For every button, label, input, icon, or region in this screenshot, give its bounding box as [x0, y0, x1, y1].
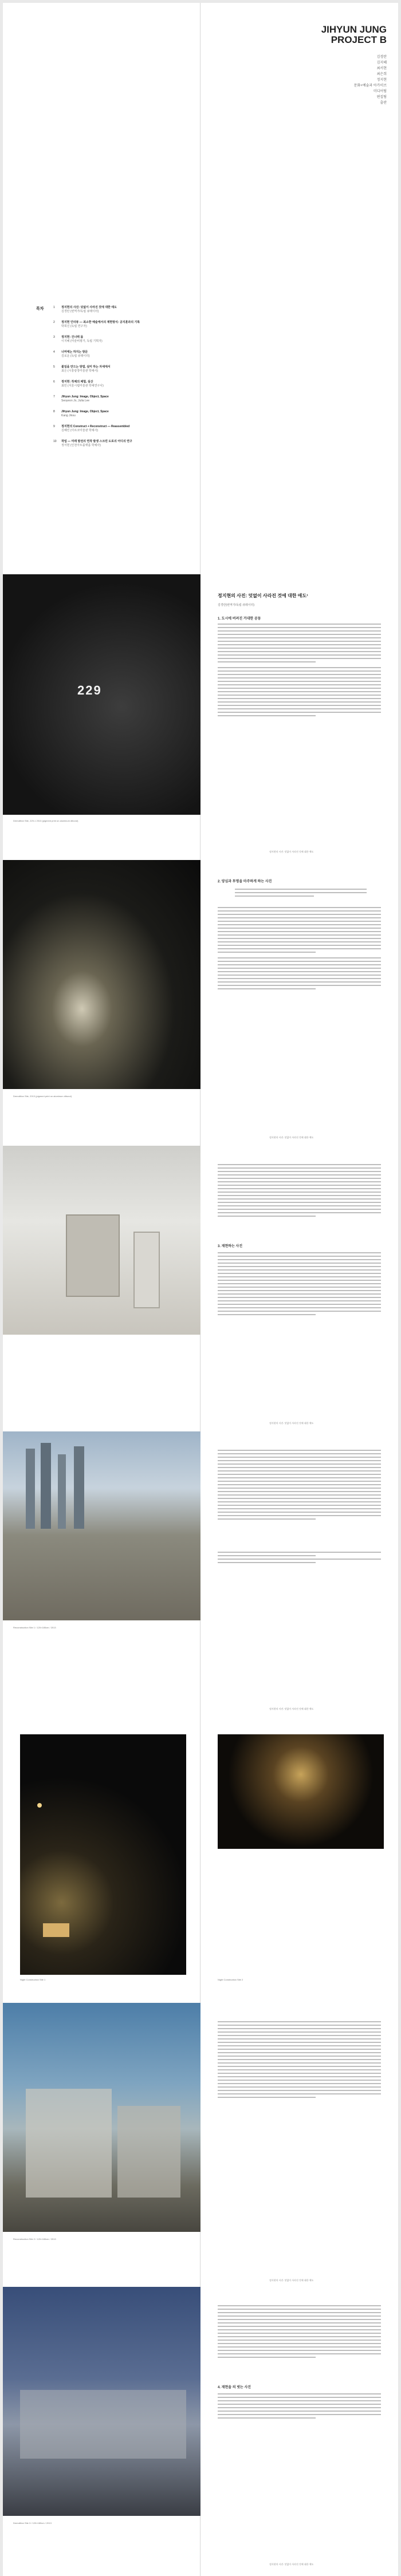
toc-item-title: 정지현: 작제의 체험, 실산	[61, 380, 93, 384]
page-footer: 정지현의 사진: 덧없이 사라진 것에 대한 애도	[269, 1136, 314, 1139]
toc-item-number: 9	[53, 425, 55, 428]
toc-item-number: 1	[53, 306, 55, 309]
toc-item-author: 박희진 (독립 연구자)	[61, 325, 87, 328]
photo-caption: Demolition Site 3 / 120×180cm / 2013	[13, 2522, 52, 2524]
essay-spread-6	[3, 2287, 398, 2576]
body-text	[218, 1450, 381, 1522]
toc-item[interactable]	[53, 350, 168, 358]
page-footer: 정지현의 사진: 덧없이 사라진 것에 대한 애도	[269, 1422, 314, 1425]
toc-item-number: 6	[53, 380, 55, 384]
toc-item[interactable]	[53, 306, 168, 314]
toc-item-title: 너머에는 하지는 방문	[61, 350, 88, 354]
essay-spread-2	[3, 860, 398, 1149]
toc-item-author: 김로운 (독립 큐레이터)	[61, 354, 90, 358]
essay-page-6	[200, 2287, 398, 2576]
toc-item-author: 김경란 (번역가/독립 큐레이터)	[61, 310, 99, 313]
toc-list	[53, 306, 168, 455]
toc-item[interactable]	[53, 365, 168, 373]
photo-caption: Night Construction Site 1	[20, 1978, 46, 1981]
essay-page-4	[200, 1431, 398, 1721]
credit-line: 미디어팀	[373, 90, 387, 93]
photo-demolition-night	[3, 860, 200, 1089]
toc-item-title: 불일을 만드는 방법, 실미 하는 자세에서	[61, 365, 111, 369]
toc-item-number: 7	[53, 395, 55, 399]
section-heading: 1. 도시에 버려진 거대한 공동	[218, 617, 261, 621]
toc-label: 목차	[36, 307, 44, 311]
toc-item-author: Seoyeon Jo, Julia Lee	[61, 399, 90, 403]
window-shape	[66, 1214, 120, 1297]
toc-item[interactable]	[53, 410, 168, 418]
toc-item-author: 김혜린 (아르코미술관 학예사)	[61, 429, 99, 432]
page-footer: 정지현의 사진: 덧없이 사라진 것에 대한 애도	[269, 2279, 314, 2282]
photo-caption: Demolition Site, 2013 (pigment print on aluminum dibond)	[13, 1095, 72, 1098]
section-heading: 3. 재현하는 사진	[218, 1245, 243, 1248]
cover-spread	[3, 3, 398, 292]
toc-item[interactable]	[53, 321, 168, 329]
toc-item[interactable]	[53, 395, 168, 403]
toc-item-title: 정지현의 Construct + Reconstruct — Reassembled	[61, 425, 130, 428]
body-text	[218, 1252, 381, 1317]
credit-line: 정지현	[376, 78, 387, 82]
photo-caption: Reconstruction Site 2 / 120×180cm / 2013	[13, 2238, 56, 2240]
toc-item-number: 4	[53, 350, 55, 354]
cover-title	[321, 25, 387, 45]
credit-line: 김경란	[376, 56, 387, 59]
toc-item[interactable]	[53, 425, 168, 433]
essay-page-3	[200, 1146, 398, 1435]
toc-item-author: 정서현 (인천아트플랫폼 학예사)	[61, 444, 101, 447]
cover-credits	[354, 54, 387, 106]
cover-title-line2: PROJECT B	[331, 34, 387, 45]
body-text	[218, 907, 381, 992]
body-text	[218, 2305, 381, 2360]
essay-opening-spread	[3, 574, 398, 863]
toc-item[interactable]	[53, 336, 168, 344]
door-shape	[133, 1232, 160, 1308]
toc-item-author: 최민 (서울시립미술관 학예연구사)	[61, 384, 104, 388]
body-text	[218, 2393, 381, 2421]
toc-item-author: Kang Jinsu	[61, 414, 76, 417]
body-text	[218, 2021, 381, 2100]
credit-line: 최서현	[376, 67, 387, 70]
cover-title-line1: JIHYUN JUNG	[321, 24, 387, 35]
essay-spread-5	[3, 2003, 398, 2292]
photo-caption: Reconstruction Site 1 / 120×180cm / 2013	[13, 1626, 56, 1629]
essay-page-5	[200, 2003, 398, 2292]
toc-item-title: 정지현의 사진: 덧없이 사라진 것에 대한 애도	[61, 306, 117, 309]
body-text	[218, 624, 381, 719]
photo-apartment-blocks	[3, 2003, 200, 2232]
photo-caption: Demolition Site, 229-1 2013 (pigment print on aluminum dibond)	[13, 819, 78, 822]
body-text	[218, 1164, 381, 1219]
toc-item[interactable]	[53, 440, 168, 448]
essay-page-2	[200, 860, 398, 1149]
toc-item-author: 최은 (시흥광장미술관 학예사)	[61, 369, 99, 373]
toc-item-author: 이지혜 (미술비평가, 독립 기획자)	[61, 340, 103, 343]
toc-item-title: Jihyun Jung: Image, Object, Space	[61, 410, 109, 413]
photo-night-construction-2	[218, 1734, 384, 1849]
photo-demolition-229	[3, 574, 200, 815]
photo-night-construction-1	[20, 1734, 186, 1975]
essay-title: 정지현의 사진: 덧없이 사라진 것에 대한 애도¹	[218, 593, 308, 598]
photo-number-text: 229	[77, 683, 102, 697]
photo-caption: Night Construction Site 2	[218, 1978, 243, 1981]
credit-line: 문화+예술과 아카이브	[353, 84, 387, 88]
toc-item-number: 5	[53, 365, 55, 369]
section-heading: 4. 재현을 의 벗는 사진	[218, 2386, 251, 2389]
toc-item-title: 정지현: 건너뛰 몸	[61, 336, 84, 339]
page-footer: 정지현의 사진: 덧없이 사라진 것에 대한 애도	[269, 2563, 314, 2566]
essay-spread-4	[3, 1431, 398, 1721]
photo-demolition-evening	[3, 2287, 200, 2516]
toc-item-number: 10	[53, 440, 57, 443]
toc-item-title: 작업 — 미래 발전의 연작 발생 스크린 도로의 어디의 연구	[61, 440, 132, 443]
credit-line: 편집팀	[376, 96, 387, 99]
toc-item-number: 3	[53, 336, 55, 339]
photo-spread	[3, 1717, 398, 2006]
toc-item-title: Jihyun Jung: Image, Object, Space	[61, 395, 109, 399]
toc-item-number: 2	[53, 321, 55, 324]
toc-item-number: 8	[53, 410, 55, 413]
page-footer: 정지현의 사진: 덧없이 사라진 것에 대한 애도	[269, 850, 314, 853]
contents-spread	[3, 289, 398, 578]
cover-right-page	[200, 3, 398, 292]
photo-apartment-interior	[3, 1146, 200, 1335]
section-heading: 2. 양심과 투명을 마주하게 하는 사진	[218, 880, 272, 883]
essay-spread-3	[3, 1146, 398, 1435]
toc-item[interactable]	[53, 380, 168, 388]
page-footer: 정지현의 사진: 덧없이 사라진 것에 대한 애도	[269, 1707, 314, 1710]
quote-block	[235, 889, 367, 899]
essay-first-page	[200, 574, 398, 863]
essay-byline: 김경란(번역가/독립 큐레이터)	[218, 603, 255, 607]
credit-line: 김지혜	[376, 61, 387, 65]
credit-line: 출판	[380, 101, 387, 105]
credit-line: 최은희	[376, 73, 387, 76]
photo-reconstruction-site	[3, 1431, 200, 1620]
footnotes	[218, 1552, 381, 1565]
contents-page	[3, 289, 200, 578]
toc-item-title: 정지현 인터뷰 — 최소한 예술에서의 재현방식: 공지훈과의 기록	[61, 321, 140, 324]
